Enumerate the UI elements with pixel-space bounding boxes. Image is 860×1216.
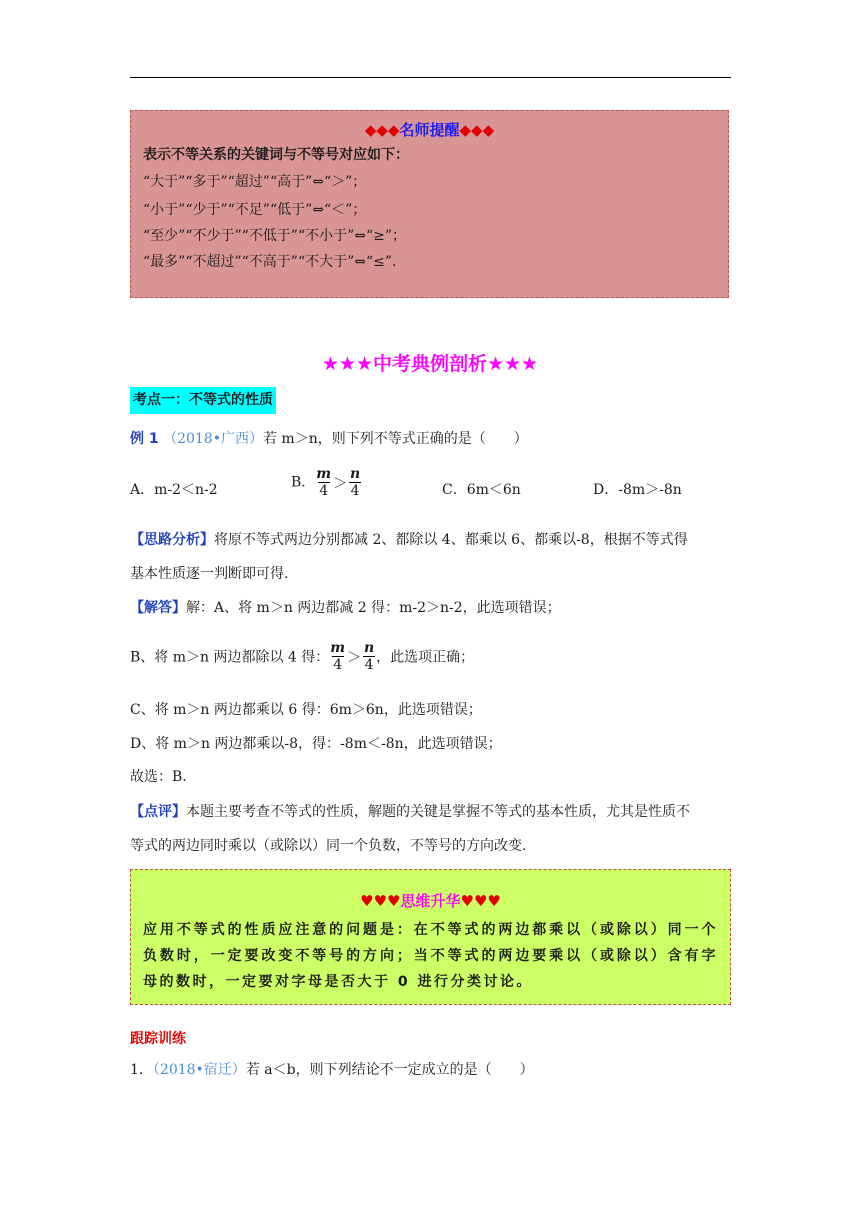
option-a: A．m-2＜n-2	[130, 482, 218, 498]
tip-line: “最多”“不超过”“不高于”“不大于”⇔“≤”.	[143, 254, 397, 270]
section-title: ★★★中考典例剖析★★★	[321, 353, 539, 375]
option-b-label: B．	[291, 474, 316, 491]
teacher-tip-box	[130, 110, 729, 298]
solution-line-a: 【解答】解：A、将 m＞n 两边都减 2 得：m-2＞n-2，此选项错误；	[130, 600, 561, 616]
example-question	[130, 428, 528, 448]
comment-line-1: 【点评】本题主要考查不等式的性质，解题的关键是掌握不等式的基本性质，尤其是性质不	[130, 804, 690, 820]
fraction-n-over-4: $\frac{n}{4}$	[364, 640, 375, 673]
tip-line: “至少”“不少于”“不低于”“不小于”⇔“≥”；	[143, 228, 407, 244]
comment-label: 【点评】	[130, 804, 186, 820]
heart-icon: ♥♥♥	[460, 892, 501, 910]
fraction-m-over-4: $\frac{m}{4}$	[330, 640, 346, 673]
solution-line-b: B、将 m＞n 两边都除以 4 得： $\frac{m}{4}$ ＞ $\frac{n}{4}$ ，此选项正确；	[130, 640, 475, 673]
option-d: D．-8m＞-8n	[593, 482, 682, 498]
fraction-m-over-4: $\frac{m}{4}$	[316, 466, 332, 499]
comment-line-2: 等式的两边同时乘以（或除以）同一个负数，不等号的方向改变.	[130, 838, 527, 854]
analysis-line-1: 【思路分析】将原不等式两边分别都减 2、都除以 4、都乘以 6、都乘以-8，根据不等式得	[130, 532, 688, 548]
example-label: 例 1	[130, 431, 159, 447]
solution-answer: 故选：B.	[130, 769, 187, 785]
tip-lead: 表示不等关系的关键词与不等号对应如下：	[143, 147, 409, 163]
diamond-icon: ◆◆◆	[364, 121, 400, 139]
tip-line: “小于”“少于”“不足”“低于”⇔“＜”；	[143, 202, 367, 218]
tip-line: “大于”“多于”“超过”“高于”⇔“＞”；	[143, 174, 367, 190]
heart-icon: ♥♥♥	[360, 892, 401, 910]
solution-line-d: D、将 m＞n 两边都乘以-8，得：-8m＜-8n，此选项错误；	[130, 736, 502, 752]
solution-label: 【解答】	[130, 600, 186, 616]
solution-line-c: C、将 m＞n 两边都乘以 6 得：6m＞6n，此选项错误；	[130, 702, 482, 718]
thinking-upgrade-box	[130, 869, 731, 1005]
topic-heading: 考点一：不等式的性质	[130, 387, 276, 414]
diamond-icon: ◆◆◆	[459, 121, 495, 139]
practice-heading: 跟踪训练	[130, 1031, 186, 1047]
question-source: （2018•宿迁）	[152, 1062, 246, 1078]
header-rule	[130, 77, 731, 78]
analysis-label: 【思路分析】	[130, 532, 214, 548]
tip-title	[131, 119, 728, 140]
think-title	[131, 890, 730, 911]
practice-question-1: 1．（2018•宿迁）若 a＜b，则下列结论不一定成立的是（ ）	[130, 1062, 534, 1078]
think-text: 应用不等式的性质应注意的问题是：在不等式的两边都乘以（或除以）同一个负数时，一定要改变不等号的方向；当不等式的两边要乘以（或除以）含有字母的数时，一定要对字母是否大于 0 进行分类讨论。	[143, 922, 718, 990]
analysis-line-2: 基本性质逐一判断即可得.	[130, 566, 289, 582]
tip-title-text: 名师提醒	[399, 121, 460, 139]
option-b: B． $\frac{m}{4}$ ＞ $\frac{n}{4}$	[291, 466, 361, 499]
option-c: C．6m＜6n	[442, 482, 521, 498]
example-question-text: 若 m＞n，则下列不等式正确的是（ ）	[262, 431, 528, 447]
fraction-n-over-4: $\frac{n}{4}$	[350, 466, 361, 499]
think-title-text: 思维升华	[400, 892, 461, 910]
example-source: （2018•广西）	[163, 431, 263, 447]
